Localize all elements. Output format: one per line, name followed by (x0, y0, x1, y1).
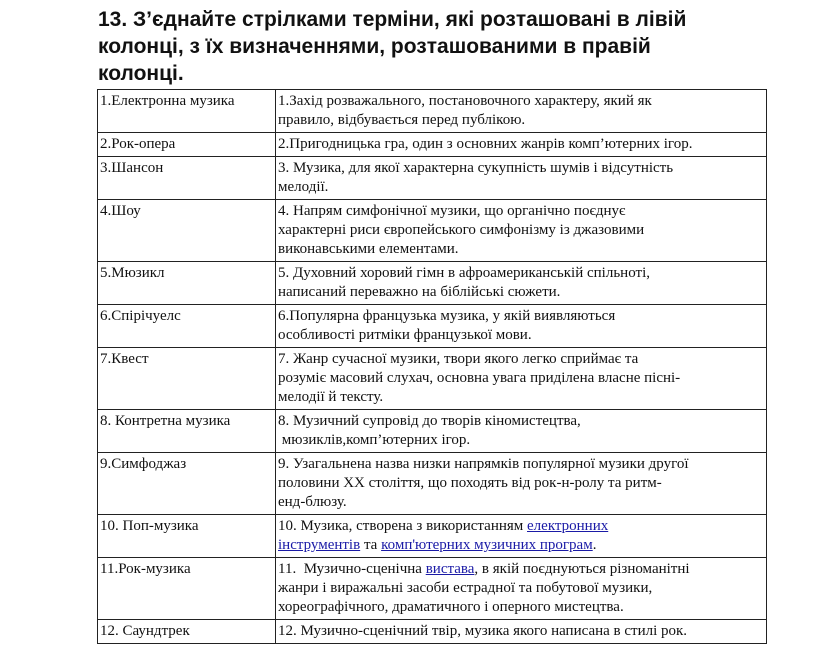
task-title-line: 13. З’єднайте стрілками терміни, які розташовані в лівій (98, 8, 687, 31)
term-cell: 8. Контретна музика (98, 410, 276, 453)
definition-cell (276, 410, 767, 453)
table-row (98, 558, 767, 620)
definition-cell (276, 200, 767, 262)
definition-cell (276, 90, 767, 133)
table-row (98, 305, 767, 348)
link-electronic[interactable]: електронних (527, 518, 609, 534)
term-cell: 1.Електронна музика (98, 90, 276, 133)
definition-text: та (360, 537, 382, 553)
task-title-line: колонці. (98, 62, 184, 85)
table-row (98, 348, 767, 410)
definition-cell (276, 157, 767, 200)
definition-line: мелодії. (278, 179, 329, 195)
table-row (98, 262, 767, 305)
link-computer-music-programs[interactable]: комп'ютерних музичних програм (381, 537, 593, 553)
table-row (98, 410, 767, 453)
link-performance[interactable]: вистава (425, 561, 475, 577)
table-row (98, 90, 767, 133)
definition-line: особливості ритміки французької мови. (278, 327, 532, 343)
definition-line: енд-блюзу. (278, 494, 347, 510)
term-cell: 12. Саундтрек (98, 620, 276, 644)
task-title (98, 6, 778, 87)
definition-line: написаний переважно на біблійські сюжети. (278, 284, 561, 300)
definition-cell (276, 453, 767, 515)
definition-cell (276, 515, 767, 558)
definition-line: 12. Музично-сценічний твір, музика якого написана в стилі рок. (278, 623, 688, 639)
definition-line: 8. Музичний супровід до творів кіномистецтва, (278, 413, 581, 429)
definition-text: 11. Музично-сценічна (278, 561, 426, 577)
definition-cell (276, 348, 767, 410)
table-row (98, 515, 767, 558)
term-cell: 11.Рок-музика (98, 558, 276, 620)
term-cell: 9.Симфоджаз (98, 453, 276, 515)
table-row (98, 200, 767, 262)
definition-line (278, 517, 763, 536)
definition-cell (276, 558, 767, 620)
definition-line: характерні риси європейського симфонізму із джазовими (278, 222, 645, 238)
definition-line: 4. Напрям симфонічної музики, що органічно поєднує (278, 203, 626, 219)
definition-line: 9. Узагальнена назва низки напрямків популярної музики другої (278, 456, 689, 472)
term-cell: 3.Шансон (98, 157, 276, 200)
cropped-previous-line (140, 0, 740, 4)
matching-table (97, 89, 767, 644)
table-row (98, 620, 767, 644)
definition-cell (276, 262, 767, 305)
link-instruments[interactable]: інструментів (278, 537, 361, 553)
definition-line (278, 536, 763, 555)
definition-line: виконавськими елементами. (278, 241, 459, 257)
definition-cell (276, 305, 767, 348)
definition-line: 2.Пригодницька гра, один з основних жанрів комп’ютерних ігор. (278, 136, 693, 152)
definition-cell (276, 133, 767, 157)
definition-line: хореографічного, драматичного і оперного мистецтва. (278, 599, 624, 615)
definition-line: 1.Захід розважального, постановочного характеру, який як (278, 93, 652, 109)
term-cell: 5.Мюзикл (98, 262, 276, 305)
task-title-line: колонці, з їх визначеннями, розташованими в правій (98, 35, 651, 58)
term-cell: 6.Спірічуелс (98, 305, 276, 348)
definition-line: мюзиклів,комп’ютерних ігор. (278, 432, 471, 448)
table-row (98, 133, 767, 157)
definition-text: , в якій поєднуються різноманітні (474, 561, 690, 577)
term-cell: 7.Квест (98, 348, 276, 410)
table-row (98, 453, 767, 515)
definition-line: 7. Жанр сучасної музики, твори якого легко сприймає та (278, 351, 639, 367)
definition-line: 3. Музика, для якої характерна сукупність шумів і відсутність (278, 160, 674, 176)
term-cell: 10. Поп-музика (98, 515, 276, 558)
table-row (98, 157, 767, 200)
definition-line: розуміє масовий слухач, основна увага приділена власне пісні- (278, 370, 681, 386)
definition-line: мелодії й тексту. (278, 389, 384, 405)
term-cell: 4.Шоу (98, 200, 276, 262)
definition-line: половини XX століття, що походять від рок-н-ролу та ритм- (278, 475, 662, 491)
definition-text: 10. Музика, створена з використанням (278, 518, 528, 534)
definition-line (278, 560, 763, 579)
definition-cell (276, 620, 767, 644)
definition-line: правило, відбувається перед публікою. (278, 112, 526, 128)
term-cell: 2.Рок-опера (98, 133, 276, 157)
definition-line: жанри і виражальні засоби естрадної та побутової музики, (278, 580, 653, 596)
definition-text: . (592, 537, 597, 553)
definition-line: 6.Популярна французька музика, у якій виявляються (278, 308, 616, 324)
definition-line: 5. Духовний хоровий гімн в афроамериканській спільноті, (278, 265, 650, 281)
